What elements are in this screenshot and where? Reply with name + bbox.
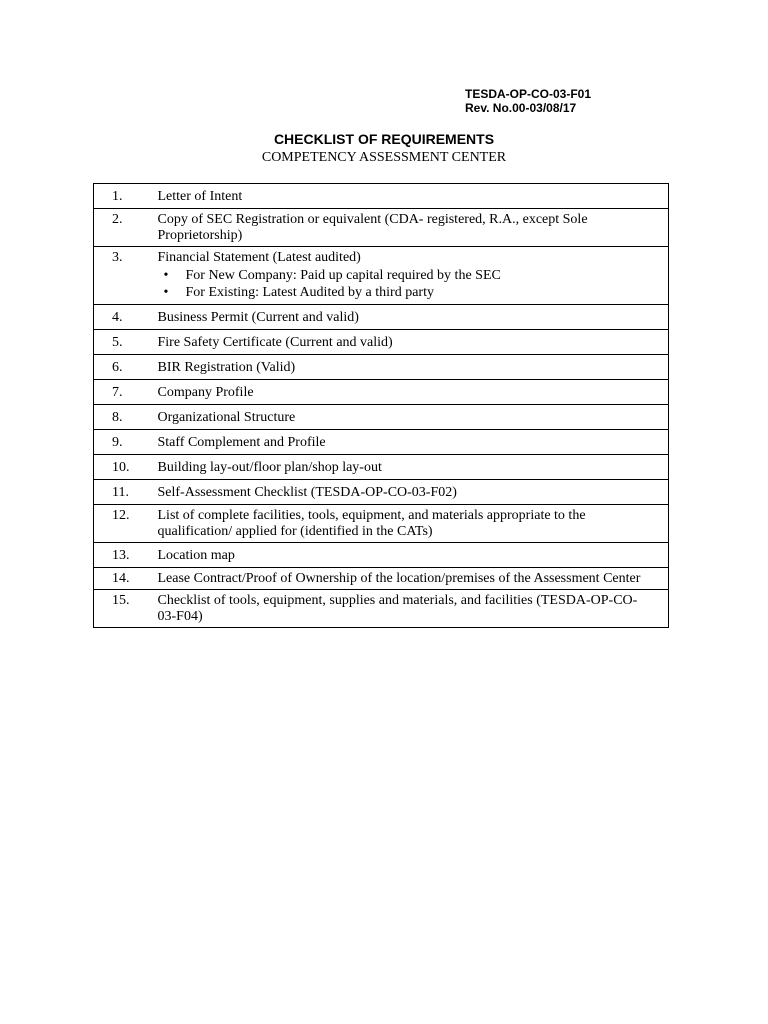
requirement-text: Self-Assessment Checklist (TESDA-OP-CO-03-F02)	[157, 485, 457, 500]
requirement-number: 13.	[112, 548, 130, 563]
requirement-text-cell	[158, 209, 669, 247]
requirement-row	[94, 330, 669, 355]
requirement-text: Checklist of tools, equipment, supplies and materials, and facilities (TESDA-OP-CO-03-F04)	[157, 593, 638, 624]
requirement-number-cell	[94, 455, 158, 480]
requirement-number: 8.	[112, 410, 123, 425]
requirement-row	[94, 568, 669, 590]
requirement-number-cell	[94, 405, 158, 430]
revision-number: Rev. No.00-03/08/17	[465, 101, 577, 115]
requirement-text: Fire Safety Certificate (Current and valid)	[157, 335, 393, 350]
requirement-number: 3.	[112, 250, 123, 265]
requirement-text-cell	[158, 247, 669, 305]
requirement-text-cell	[158, 184, 669, 209]
requirement-number-cell	[94, 430, 158, 455]
requirement-row	[94, 430, 669, 455]
requirement-text-cell	[158, 405, 669, 430]
requirement-text-cell	[158, 430, 669, 455]
requirement-text-cell	[158, 330, 669, 355]
requirement-text-cell	[158, 568, 669, 590]
requirement-row	[94, 247, 669, 305]
requirement-text: Business Permit (Current and valid)	[157, 310, 359, 325]
requirement-text: Lease Contract/Proof of Ownership of the location/premises of the Assessment Center	[157, 571, 641, 586]
requirement-number: 7.	[112, 385, 123, 400]
bullet-icon: •	[163, 268, 169, 283]
requirement-number-cell	[94, 505, 158, 543]
requirement-sub-item	[163, 285, 649, 301]
requirement-number-cell	[94, 330, 158, 355]
requirement-text-cell	[158, 505, 669, 543]
requirement-number: 4.	[112, 310, 123, 325]
requirement-row	[94, 590, 669, 628]
page-subtitle: COMPETENCY ASSESSMENT CENTER	[261, 150, 507, 165]
requirement-row	[94, 405, 669, 430]
requirement-text: Company Profile	[157, 385, 254, 400]
requirement-number-cell	[94, 480, 158, 505]
requirement-number: 15.	[112, 593, 130, 608]
requirement-row	[94, 305, 669, 330]
requirement-row	[94, 505, 669, 543]
requirement-text-cell	[158, 380, 669, 405]
requirement-row	[94, 455, 669, 480]
requirement-number-cell	[94, 355, 158, 380]
requirement-number: 14.	[112, 571, 130, 586]
requirement-text: BIR Registration (Valid)	[157, 360, 296, 375]
document-code: TESDA-OP-CO-03-F01	[465, 87, 592, 101]
requirement-text: Letter of Intent	[157, 189, 243, 204]
requirement-row	[94, 184, 669, 209]
requirement-row	[94, 355, 669, 380]
requirement-number-cell	[94, 543, 158, 568]
requirement-row	[94, 380, 669, 405]
requirement-number: 2.	[112, 212, 123, 227]
requirement-row	[94, 209, 669, 247]
requirement-number: 5.	[112, 335, 123, 350]
requirement-number-cell	[94, 590, 158, 628]
requirement-text-cell	[158, 543, 669, 568]
requirement-text-cell	[158, 355, 669, 380]
requirement-number: 6.	[112, 360, 123, 375]
requirement-text: Building lay-out/floor plan/shop lay-out	[157, 460, 382, 475]
requirement-row	[94, 480, 669, 505]
page-title: CHECKLIST OF REQUIREMENTS	[273, 131, 495, 147]
requirement-text-cell	[158, 305, 669, 330]
requirement-number-cell	[94, 568, 158, 590]
requirement-text-cell	[158, 480, 669, 505]
requirement-text: Organizational Structure	[157, 410, 296, 425]
requirement-text: List of complete facilities, tools, equipment, and materials appropriate to the qualification/ applied for (identified in the CATs)	[157, 508, 586, 539]
requirement-number-cell	[94, 209, 158, 247]
requirements-table	[93, 183, 669, 628]
requirement-number-cell	[94, 247, 158, 305]
requirement-text: Location map	[157, 548, 235, 563]
requirement-number: 9.	[112, 435, 123, 450]
requirement-text: Staff Complement and Profile	[157, 435, 326, 450]
requirements-table-body	[94, 184, 669, 628]
bullet-icon: •	[163, 285, 169, 300]
requirement-text-cell	[158, 590, 669, 628]
requirement-sub-item	[163, 268, 649, 284]
requirement-number-cell	[94, 380, 158, 405]
requirement-text-cell	[158, 455, 669, 480]
requirement-row	[94, 543, 669, 568]
requirement-sub-item-text: For New Company: Paid up capital required by the SEC	[185, 268, 501, 283]
requirement-number-cell	[94, 184, 158, 209]
requirement-number: 12.	[112, 508, 130, 523]
requirement-text: Financial Statement (Latest audited)	[157, 250, 361, 265]
requirement-number-cell	[94, 305, 158, 330]
requirement-number: 10.	[112, 460, 130, 475]
document-header	[465, 87, 591, 115]
requirement-sub-item-text: For Existing: Latest Audited by a third party	[185, 285, 434, 300]
requirement-text: Copy of SEC Registration or equivalent (CDA- registered, R.A., except Sole Proprietorship)	[157, 212, 588, 243]
requirement-number: 1.	[112, 189, 123, 204]
requirement-number: 11.	[112, 485, 129, 500]
requirement-sub-list	[158, 268, 649, 301]
